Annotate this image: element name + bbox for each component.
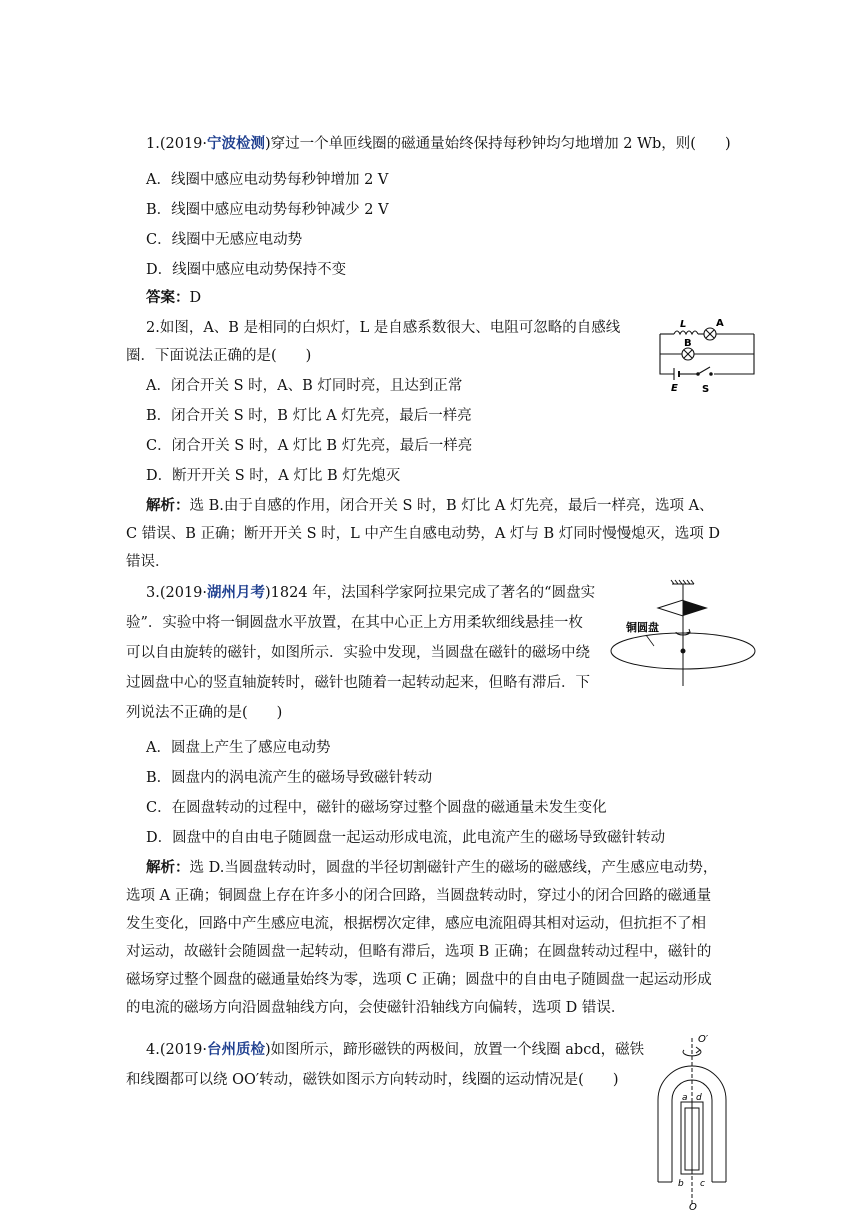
- q1-option-d: D．线圈中感应电动势保持不变: [146, 262, 347, 278]
- q2-analysis-line2: C 错误、B 正确；断开开关 S 时，L 中产生自感电动势，A 灯与 B 灯同时慢慢熄灭，选项 D: [126, 526, 721, 542]
- q1-option-a: A．线圈中感应电动势每秒钟增加 2 V: [146, 172, 389, 188]
- q3-stem-line4: 过圆盘中心的竖直轴旋转时，磁针也随着一起转动起来，但略有滞后．下: [126, 675, 590, 691]
- q3-stem-line2: 验”．实验中将一铜圆盘水平放置，在其中心正上方用柔软细线悬挂一枚: [126, 615, 583, 631]
- q1-option-b: B．线圈中感应电动势每秒钟减少 2 V: [146, 202, 389, 218]
- q4-stem-line1: 4.(2019·台州质检)如图所示，蹄形磁铁的两极间，放置一个线圈 abcd，磁铁: [146, 1042, 645, 1058]
- q3-analysis-line1: 解析：选 D.当圆盘转动时，圆盘的半径切割磁针产生的磁场的磁感线，产生感应电动势，: [146, 860, 718, 876]
- q3-option-c: C．在圆盘转动的过程中，磁针的磁场穿过整个圆盘的磁通量未发生变化: [146, 800, 607, 816]
- q4-label-c: c: [700, 1179, 705, 1189]
- q2-stem-line2: 圈．下面说法正确的是( ): [126, 348, 312, 364]
- q3-analysis-line6: 的电流的磁场方向沿圆盘轴线方向，会使磁针沿轴线方向偏转，选项 D 错误．: [126, 1000, 626, 1016]
- q2-analysis-line1: 解析：选 B.由于自感的作用，闭合开关 S 时，B 灯比 A 灯先亮，最后一样亮，选项 A、: [146, 498, 714, 514]
- q3-option-d: D．圆盘中的自由电子随圆盘一起运动形成电流，此电流产生的磁场导致磁针转动: [146, 830, 666, 846]
- q3-analysis-line3: 发生变化，回路中产生感应电流，根据楞次定律，感应电流阻碍其相对运动，但抗拒不了相: [126, 916, 706, 932]
- q4-source: 台州质检: [207, 1042, 266, 1058]
- q3-option-b: B．圆盘内的涡电流产生的磁场导致磁针转动: [146, 770, 433, 786]
- q2-option-b: B．闭合开关 S 时，B 灯比 A 灯先亮，最后一样亮: [146, 408, 472, 424]
- q2-circuit-diagram: [654, 314, 764, 394]
- q2-analysis-line3: 错误．: [126, 554, 170, 570]
- q2-label-a: A: [716, 318, 724, 329]
- q1-answer: 答案：D: [146, 290, 202, 306]
- q2-label-b: B: [684, 338, 692, 349]
- q2-option-d: D．断开开关 S 时，A 灯比 B 灯先熄灭: [146, 468, 401, 484]
- q3-stem-line3: 可以自由旋转的磁针，如图所示．实验中发现，当圆盘在磁针的磁场中绕: [126, 645, 590, 661]
- q3-analysis-line5: 磁场穿过整个圆盘的磁通量始终为零，选项 C 正确；圆盘中的自由电子随圆盘一起运动形成: [126, 972, 712, 988]
- q1-stem: 1.(2019·宁波检测)穿过一个单匝线圈的磁通量始终保持每秒钟均匀地增加 2 Wb，则( ): [146, 136, 731, 152]
- q3-stem-line5: 列说法不正确的是( ): [126, 705, 283, 721]
- q2-stem-line1: 2.如图，A、B 是相同的白炽灯，L 是自感系数很大、电阻可忽略的自感线: [146, 320, 621, 336]
- q3-stem-line1: 3.(2019·湖州月考)1824 年，法国科学家阿拉果完成了著名的“圆盘实: [146, 585, 596, 601]
- q1-source: 宁波检测: [207, 136, 266, 152]
- q4-label-b: b: [678, 1179, 684, 1189]
- q3-analysis-line2: 选项 A 正确；铜圆盘上存在许多小的闭合回路，当圆盘转动时，穿过小的闭合回路的磁通量: [126, 888, 712, 904]
- q4-label-o-top: O′: [698, 1034, 709, 1045]
- q3-disk-label: 铜圆盘: [626, 621, 659, 634]
- q4-label-a: a: [682, 1093, 688, 1103]
- q2-option-a: A．闭合开关 S 时，A、B 灯同时亮，且达到正常: [146, 378, 463, 394]
- q3-option-a: A．圆盘上产生了感应电动势: [146, 740, 331, 756]
- q2-label-l: L: [680, 319, 687, 330]
- q2-option-c: C．闭合开关 S 时，A 灯比 B 灯先亮，最后一样亮: [146, 438, 473, 454]
- q4-horseshoe-diagram: [650, 1032, 760, 1212]
- q4-label-o-bottom: O: [689, 1202, 697, 1213]
- q4-stem-line2: 和线圈都可以绕 OO′转动，磁铁如图示方向转动时，线圈的运动情况是( ): [126, 1072, 619, 1088]
- q2-label-e: E: [671, 383, 678, 394]
- q3-analysis-line4: 对运动，故磁针会随圆盘一起转动，但略有滞后，选项 B 正确；在圆盘转动过程中，磁针的: [126, 944, 712, 960]
- q3-disk-diagram: [622, 578, 762, 688]
- q4-label-d: d: [696, 1093, 702, 1103]
- q2-label-s: S: [702, 384, 710, 395]
- q1-option-c: C．线圈中无感应电动势: [146, 232, 303, 248]
- q3-source: 湖州月考: [207, 585, 266, 601]
